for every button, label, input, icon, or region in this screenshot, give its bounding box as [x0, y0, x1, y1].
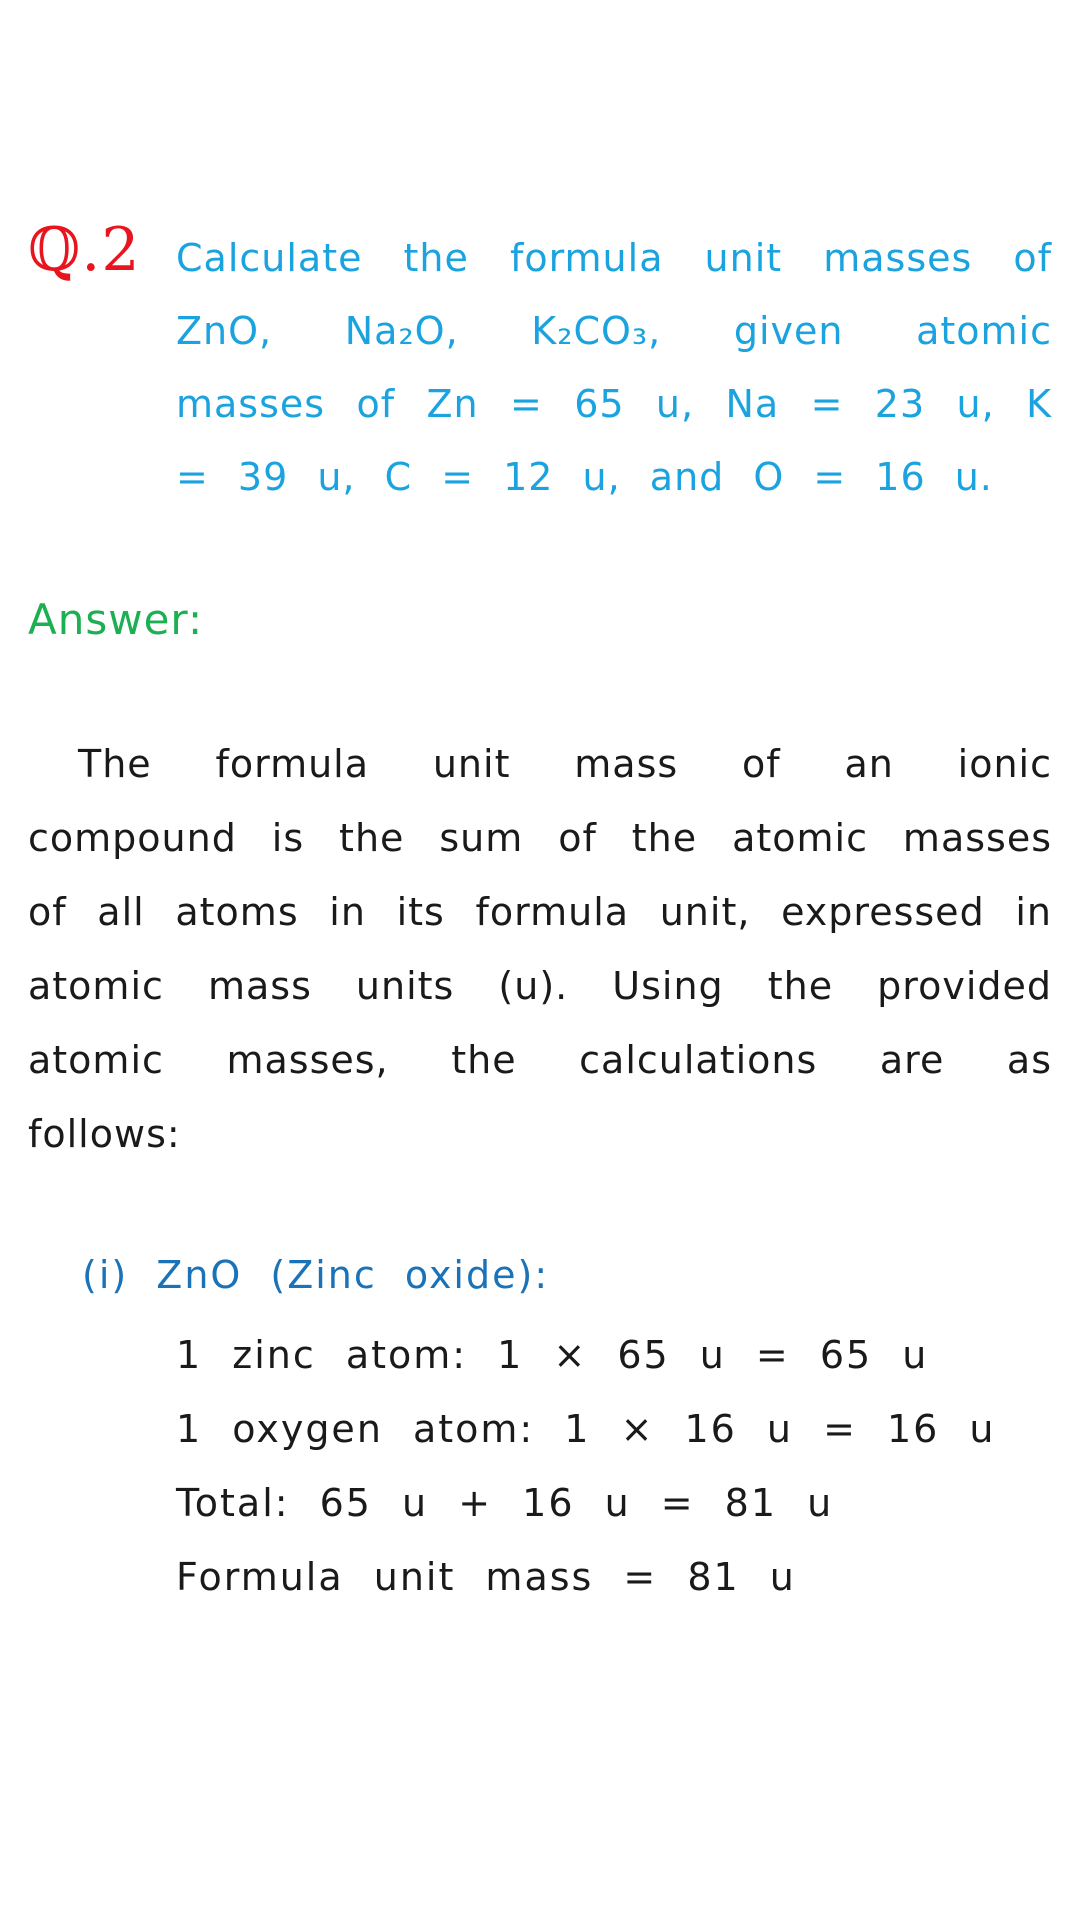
- answer-heading: Answer:: [28, 595, 204, 644]
- calc-line-total: Total: 65 u + 16 u = 81 u: [176, 1481, 834, 1525]
- calculation-block-zno: [176, 1318, 996, 1614]
- section-heading-zno: (i) ZnO (Zinc oxide):: [82, 1253, 550, 1297]
- calc-line-zinc-atom: 1 zinc atom: 1 × 65 u = 65 u: [176, 1333, 929, 1377]
- calc-line-oxygen-atom: 1 oxygen atom: 1 × 16 u = 16 u: [176, 1407, 996, 1451]
- calc-line-formula-unit-mass: Formula unit mass = 81 u: [176, 1555, 796, 1599]
- question-text: Calculate the formula unit masses of ZnO, Na₂O, K₂CO₃, given atomic masses of Zn = 65 u, Na = 23 u, K = 39 u, C = 12 u, and O = 16 u.: [176, 236, 1052, 499]
- answer-intro-paragraph: The formula unit mass of an ionic compound is the sum of the atomic masses of all atoms in its formula unit, expressed in atomic mass units (u). Using the provided atomic masses, the calculations are as follows:: [28, 742, 1052, 1156]
- question-number: ℚ.2: [28, 215, 141, 285]
